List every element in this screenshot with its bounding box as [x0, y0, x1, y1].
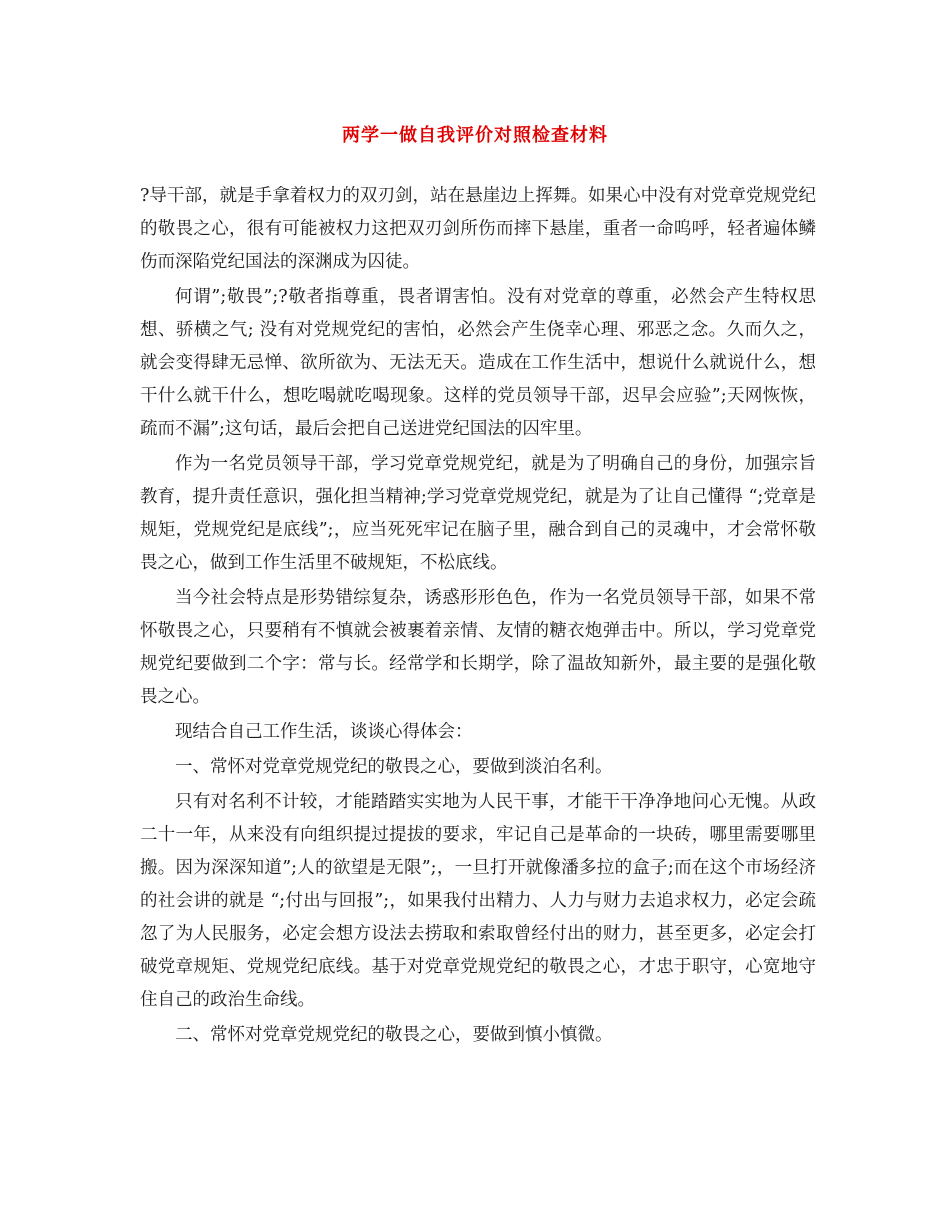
paragraph-section-1: 只有对名利不计较，才能踏踏实实地为人民干事，才能干干净净地问心无愧。从政二十一年，从来没有向组织提过提拔的要求，牢记自己是革命的一块砖，哪里需要哪里搬。因为深深知道”;人的欲望是无限”;，一旦打开就像潘多拉的盒子;而在这个市场经济的社会讲的就是 “;付出与回报”;，如果我付出精力、人力与财力去追求权力，必定会疏忽了为人民服务，必定会想方设法去捞取和索取曾经付出的财力，甚至更多，必定会打破党章规矩、党规党纪底线。基于对党章党规党纪的敬畏之心，才忠于职守，心宽地守住自己的政治生命线。 [140, 792, 816, 1010]
section-heading-1: 一、常怀对党章党规党纪的敬畏之心，要做到淡泊名利。 [175, 757, 613, 777]
paragraph-lead-in: 现结合自己工作生活，谈谈心得体会： [175, 722, 473, 742]
paragraph-purpose: 作为一名党员领导干部，学习党章党规党纪，就是为了明确自己的身份，加强宗旨教育，提升责任意识，强化担当精神;学习党章党规党纪，就是为了让自己懂得 “;党章是规矩，党规党纪是底线”;，应当死死牢记在脑子里，融合到自己的灵魂中，才会常怀敬畏之心，做到工作生活里不破规矩，不松底线。 [140, 454, 816, 573]
paragraph-society: 当今社会特点是形势错综复杂，诱惑形形色色，作为一名党员领导干部，如果不常怀敬畏之心，只要稍有不慎就会被裹着亲情、友情的糖衣炮弹击中。所以，学习党章党规党纪要做到二个字：常与长。经常学和长期学，除了温故知新外，最主要的是强化敬畏之心。 [140, 588, 816, 707]
document-title: 两学一做自我评价对照检查材料 [342, 125, 608, 146]
section-heading-2: 二、常怀对党章党规党纪的敬畏之心，要做到慎小慎微。 [175, 1025, 613, 1045]
document-body [140, 180, 816, 1054]
paragraph-definition: 何谓”;敬畏”;?敬者指尊重，畏者谓害怕。没有对党章的尊重，必然会产生特权思想、骄横之气; 没有对党规党纪的害怕，必然会产生侥幸心理、邪恶之念。久而久之，就会变得肆无忌惮、欲所欲为、无法无天。造成在工作生活中，想说什么就说什么，想干什么就干什么，想吃喝就吃喝现象。这样的党员领导干部，迟早会应验”;天网恢恢，疏而不漏”;这句话，最后会把自己送进党纪国法的囚牢里。 [140, 287, 816, 439]
paragraph-intro: ?导干部，就是手拿着权力的双刃剑，站在悬崖边上挥舞。如果心中没有对党章党规党纪的敬畏之心，很有可能被权力这把双刃剑所伤而摔下悬崖，重者一命呜呼，轻者遍体鳞伤而深陷党纪国法的深渊成为囚徒。 [140, 186, 816, 272]
